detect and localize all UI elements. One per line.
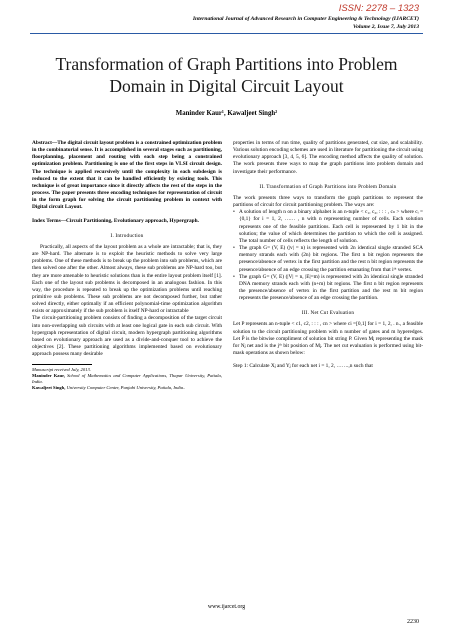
paper-title xyxy=(30,53,423,97)
intro-paragraph-1: Practically, all aspects of the layout problem as a whole are intractable; that is, they are NP-hard. The alternate is to exploit the heuristic methods to solve very large problems. One of these methods is to break up the problem into sub problems, which are then solved one after the other. Almost always, these sub problems are NP-hard too, but they are more amenable to heuristic solutions than is the entire layout problem itself [1]. Each one of the layout sub problems is decomposed in an analogous fashion. In this way, the procedure is repeated to break up the optimization problems until reaching primitive sub problems. These sub problems are not decomposed further, but rather solved directly, either optimally if an efficient polynomial-time optimization algorithm exists or approximately if the sub problem is itself NP-hard or intractable xyxy=(32,243,222,315)
section-heading-net-cut: III. Net Cut Evaluation xyxy=(301,310,355,317)
right-paragraph-3: Let P represents an n-tuple < c1, c2, : : : , cn > where ci =[0,1] for i = 1, 2, . n., a feasible solution to the circuit partitioning problem with n number of gates and m hyperedges. Let P̄ is the bitwise compliment of solution bit string P. Given Mⱼ representing the mask for Nⱼ net and is the jᵗʰ bit position of Mⱼ. The net cut evaluation is performed using bit-mask operations as shown below: xyxy=(233,321,423,357)
abstract: Abstract—The digital circuit layout problem is a constrained optimization problem in the combinatorial sense. It is accomplished in several stages such as partitioning, floorplanning, placement and routing with each step being a constrained optimization problem. Partitioning is one of the first steps in VLSI circuit design. The technique is applied recursively until the complexity in each subdesign is reduced to the extent that it can be handled efficiently by existing tools. This technique is of great importance since it directly affects the rest of the steps in the process. The paper presents three encoding techniques for representation of circuit in the form graph for solving the circuit partitioning problem in context with Digital circuit Layout. xyxy=(32,140,222,211)
header-rule xyxy=(30,33,423,34)
author-names: Maninder Kaur¹, Kawaljeet Singh² xyxy=(175,110,278,117)
footnote-author-2-affiliation: University Computer Center, Punjabi University, Patiala, India.. xyxy=(65,385,186,391)
footnote-author-1-affiliation: School of Mathematics and Computer Applications, Thapar University, Patiala, India. xyxy=(32,373,222,385)
journal-header xyxy=(193,15,419,31)
title-line-1: Transformation of Graph Partitions into Problem xyxy=(55,54,398,74)
right-column xyxy=(233,140,423,370)
section-heading-transformation: II. Transformation of Graph Partitions into Problem Domain xyxy=(259,183,397,190)
footnote-author-2-name: Kawaljeet Singh, xyxy=(32,385,66,391)
right-paragraph-2: The work presents three ways to transform the graph partitions to represent the partitions of circuit for circuit partitioning problem. The ways are: xyxy=(233,194,423,209)
intro-paragraph-2: The circuit-partitioning problem consists of finding a decomposition of the target circuit into non-overlapping sub circuits with at least one logical gate in each sub circuit. With hypergraph representation of digital circuit, modern hypergraph partitioning algorithms based on evolutionary approach are used as a divide-and-conquer tool to achieve the objectives [2]. These partitioning algorithms implemented based on evolutionary approach possess many desirable xyxy=(32,315,222,358)
bullet-item-1: • A solution of length n on a binary alphabet is an n-tuple < c₁, c₂, : : : , cₙ > where cᵢ ={0,1} for i = 1, 2, …… , n with n representing number of cells. Each solution represents one of the feasible partitions. Each cell is represented by 1 bit in the solution; the value of which determines the partition to which the cell is assigned. The total number of cells reflects the length of solution. xyxy=(233,209,423,245)
issn-number: ISSN: 2278 – 1323 xyxy=(338,3,419,14)
title-line-2: Domain in Digital Circuit Layout xyxy=(109,76,344,96)
journal-name: International Journal of Advanced Research in Computer Engineering & Technology (IJARCET) xyxy=(192,16,419,22)
footnote-rule xyxy=(32,364,92,365)
footer-website: www.ijarcet.org xyxy=(207,604,246,610)
right-paragraph-1: properties in terms of run time, quality of partitions generated, cut size, and scalability. Various solution encoding schemes are used in literature for partitioning the circuit using evolutionary approach [3, 4, 5, 6]. The encoding method affects the quality of solution. The work presents three ways to map the graph partitions into problem domain and investigate their performance. xyxy=(233,140,423,175)
index-terms: Index Terms—Circuit Partitioning, Evolutionary approach, Hypergraph. xyxy=(32,217,199,224)
bullet-item-3: • The graph G= (V, E) (|V| = n, |E|=m) is represented with 2n identical single stranded DNA memory strands each with (n+m) bit regions. The first n bit region represents the presence/absence of vertex in the first partition and the rest m bit region represents the presence/absence of an edge crossing the partition. xyxy=(233,274,423,303)
footnote-author-1 xyxy=(32,373,222,385)
page-number: 2230 xyxy=(407,619,419,625)
left-column xyxy=(32,140,222,391)
bullet-item-2: • The graph G= (V, E) (|v| = n) is represented with 2n identical single stranded SCA memory strands each with (2n) bit regions. The first n bit region represents the presence/absence of vertex in the first partition and the rest n bit region represents the presence/absence of an edge crossing the partition emanating from that iᵗʰ vertex. xyxy=(233,245,423,274)
footnote-author-1-name: Maninder Kaur, xyxy=(32,373,65,379)
right-paragraph-4: Step 1: Calculate Xⱼ and Yⱼ for each net i = 1, 2, …….,n such that xyxy=(233,363,373,370)
footnote-manuscript: Manuscript received July, 2013. xyxy=(32,367,91,373)
footnote-author-2 xyxy=(32,385,222,391)
journal-volume: Volume 2, Issue 7, July 2013 xyxy=(352,24,419,30)
section-heading-introduction: I. Introduction xyxy=(110,232,144,239)
